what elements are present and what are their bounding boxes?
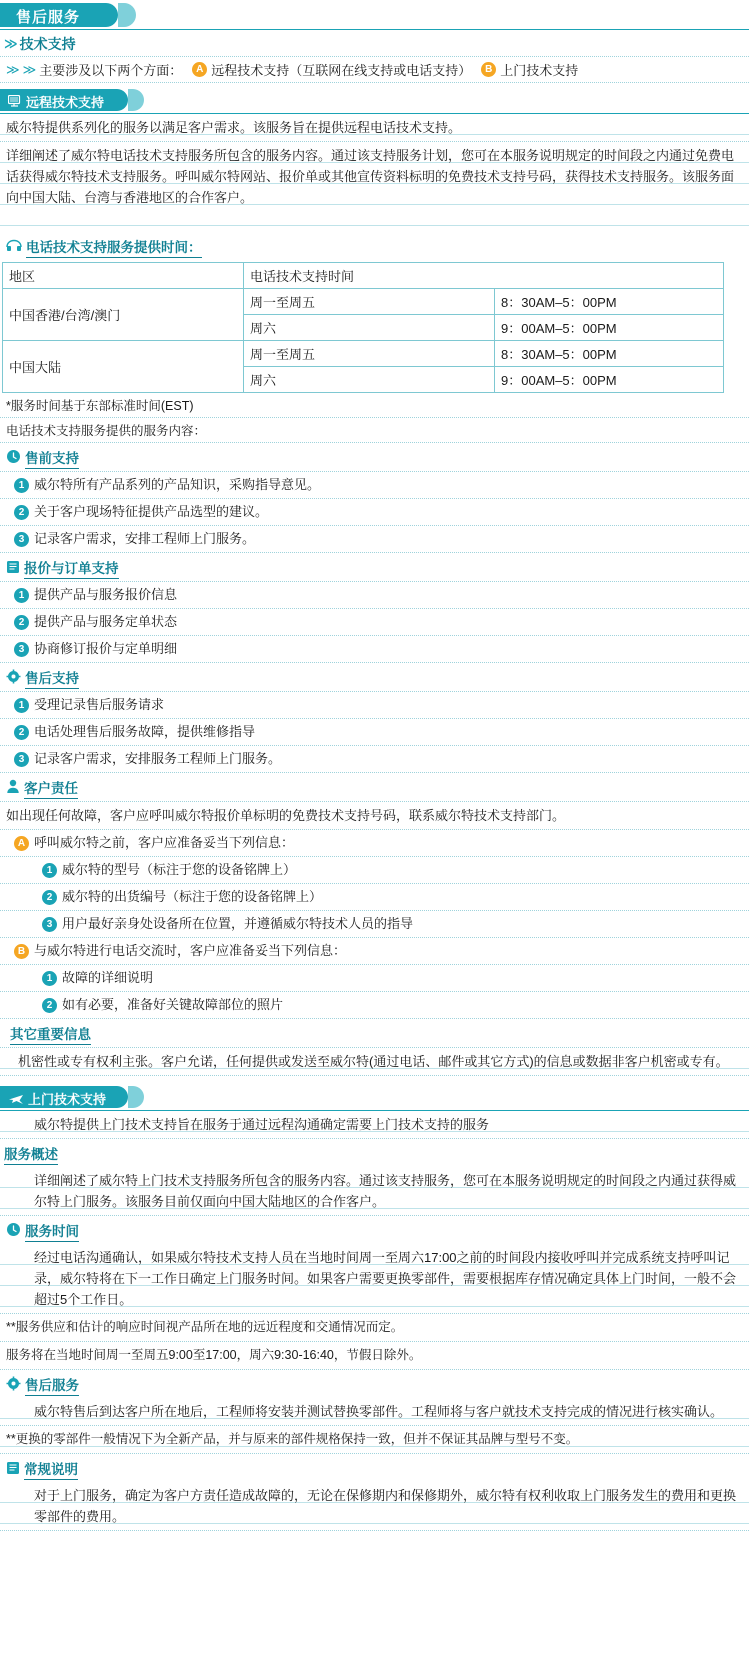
onsite-servicetime-heading <box>0 1216 749 1244</box>
list-item <box>0 582 749 608</box>
presale-support-title: 售前支持 <box>25 447 79 469</box>
table-cell-time: 9：00AM–5：00PM <box>495 315 724 341</box>
onsite-overview-title: 服务概述 <box>4 1143 58 1165</box>
gear-icon <box>6 669 21 687</box>
list-number: 1 <box>42 863 57 878</box>
remote-support-header-label <box>8 92 104 111</box>
presale-support-heading <box>0 443 749 471</box>
list-item-label: 记录客户需求，安排工程师上门服务。 <box>34 531 256 546</box>
onsite-aftersale-heading <box>0 1370 749 1398</box>
list-item-label: 协商修订报价与定单明细 <box>34 641 178 656</box>
gear-icon <box>6 1376 21 1394</box>
remote-support-body: 详细阐述了威尔特电话技术支持服务所包含的服务内容。通过该支持服务计划，您可在本服务说明规定的时间段之内通过免费电话获得威尔特技术支持服务。呼叫威尔特网站、报价单或其他宣传资料标明的免费技术支持号码，获得技术支持服务。该服务面向中国大陆、台湾与香港地区的合作客户。 <box>0 142 749 232</box>
support-overview-text: 主要涉及以下两个方面： <box>39 63 183 78</box>
table-row <box>3 289 724 315</box>
option-a-label: 远程技术支持（互联网在线支持或电话支持） <box>211 63 472 78</box>
onsite-servicetime-note-1: **服务供应和估计的响应时间视产品所在地的远近程度和交通情况而定。 <box>6 1320 404 1334</box>
page-title-banner <box>0 3 749 29</box>
onsite-overview-text: 详细阐述了威尔特上门技术支持服务所包含的服务内容。通过该支持服务，您可在本服务说明规定的时间段之内通过获得威尔特上门服务。该服务目前仅面向中国大陆地区的合作客户。 <box>0 1167 749 1215</box>
table-cell-time: 8：30AM–5：00PM <box>495 341 724 367</box>
list-item <box>0 965 749 991</box>
onsite-support-header <box>0 1086 749 1110</box>
clock-icon <box>6 1222 21 1240</box>
divider <box>0 82 749 83</box>
phone-support-hours-heading <box>0 232 749 260</box>
list-item-label: 故障的详细说明 <box>62 970 154 985</box>
list-number: 3 <box>14 752 29 767</box>
onsite-support-pill-accent <box>128 1086 144 1108</box>
onsite-servicetime-title: 服务时间 <box>25 1220 79 1242</box>
support-overview-line <box>0 57 749 82</box>
group-b-badge: B <box>14 944 29 959</box>
list-item-label: 用户最好亲身处设备所在位置，并遵循威尔特技术人员的指导 <box>62 916 414 931</box>
onsite-rules-heading <box>0 1454 749 1482</box>
list-item <box>0 499 749 525</box>
list-number: 1 <box>14 478 29 493</box>
list-number: 1 <box>42 971 57 986</box>
onsite-rules-text: 对于上门服务，确定为客户方责任造成故障的，无论在保修期内和保修期外，威尔特有权利收取上门服务发生的费用和更换零部件的费用。 <box>0 1482 749 1530</box>
list-number: 3 <box>14 642 29 657</box>
support-content-intro: 电话技术支持服务提供的服务内容： <box>6 424 207 438</box>
list-number: 2 <box>14 505 29 520</box>
table-row <box>3 341 724 367</box>
chevron-double-right-icon: ≫ <box>4 36 18 51</box>
phone-support-hours-title: 电话技术支持服务提供时间： <box>26 236 202 258</box>
list-item <box>0 719 749 745</box>
monitor-icon <box>8 95 22 108</box>
onsite-aftersale-note: **更换的零部件一般情况下为全新产品，并与原来的部件规格保持一致，但并不保证其品牌与型号不变。 <box>0 1426 749 1453</box>
list-item-label: 关于客户现场特征提供产品选型的建议。 <box>34 504 269 519</box>
list-number: 3 <box>42 917 57 932</box>
list-item <box>0 636 749 662</box>
list-number: 1 <box>14 588 29 603</box>
onsite-rules-title: 常规说明 <box>24 1458 78 1480</box>
option-a-badge: A <box>192 62 207 77</box>
airplane-icon <box>8 1092 24 1105</box>
list-item <box>0 911 749 937</box>
onsite-lead: 威尔特提供上门技术支持旨在服务于通过远程沟通确定需要上门技术支持的服务 <box>0 1111 749 1138</box>
list-item <box>0 992 749 1018</box>
list-item <box>0 884 749 910</box>
list-item-label: 提供产品与服务定单状态 <box>34 614 178 629</box>
other-info-text: 机密性或专有权利主张。客户允诺，任何提供或发送至威尔特(通过电话、邮件或其它方式)的信息或数据非客户机密或专有。 <box>0 1048 749 1075</box>
table-cell-time: 9：00AM–5：00PM <box>495 367 724 393</box>
onsite-support-title: 上门技术支持 <box>28 1092 107 1107</box>
quote-order-support-heading <box>0 553 749 581</box>
section-heading-label: 技术支持 <box>19 36 76 52</box>
document-icon <box>6 560 20 577</box>
group-b-heading <box>0 938 749 964</box>
table-cell-day: 周六 <box>244 315 495 341</box>
onsite-aftersale-text: 威尔特售后到达客户所在地后，工程师将安装并测试替换零部件。工程师将与客户就技术支持完成的情况进行核实确认。 <box>0 1398 749 1425</box>
table-header-region: 地区 <box>3 263 244 289</box>
document-icon <box>6 1461 20 1478</box>
other-info-heading <box>0 1019 749 1047</box>
table-cell-day: 周一至周五 <box>244 289 495 315</box>
page-title: 售后服务 <box>16 9 81 26</box>
list-item <box>0 609 749 635</box>
list-item-label: 威尔特所有产品系列的产品知识，采购指导意见。 <box>34 477 321 492</box>
group-a-heading <box>0 830 749 856</box>
table-cell-day: 周一至周五 <box>244 341 495 367</box>
remote-support-lead: 威尔特提供系列化的服务以满足客户需求。该服务旨在提供远程电话技术支持。 <box>0 114 749 141</box>
list-item <box>0 472 749 498</box>
table-row <box>3 263 724 289</box>
list-item <box>0 857 749 883</box>
remote-support-title: 远程技术支持 <box>26 95 105 110</box>
group-b-label: 与威尔特进行电话交流时，客户应准备妥当下列信息： <box>34 943 347 958</box>
onsite-support-header-label <box>8 1089 106 1108</box>
divider <box>0 1530 749 1531</box>
person-icon <box>6 779 20 797</box>
other-info-title: 其它重要信息 <box>10 1023 91 1045</box>
table-cell-region: 中国香港/台湾/澳门 <box>3 289 244 341</box>
list-item-label: 记录客户需求，安排服务工程师上门服务。 <box>34 751 282 766</box>
aftersale-support-heading <box>0 663 749 691</box>
list-item <box>0 526 749 552</box>
phone-icon <box>6 239 22 255</box>
support-hours-table <box>2 262 724 393</box>
onsite-aftersale-title: 售后服务 <box>25 1374 79 1396</box>
banner-bar-accent <box>118 3 136 27</box>
option-b-label: 上门技术支持 <box>500 63 579 78</box>
divider <box>0 1075 749 1076</box>
chevron-double-right-icon: ≫ <box>6 61 20 77</box>
list-item <box>0 692 749 718</box>
list-number: 1 <box>14 698 29 713</box>
clock-icon <box>6 449 21 467</box>
list-item-label: 威尔特的型号（标注于您的设备铭牌上） <box>62 862 297 877</box>
customer-responsibility-lead: 如出现任何故障，客户应呼叫威尔特报价单标明的免费技术支持号码，联系威尔特技术支持部门。 <box>6 808 566 823</box>
support-hours-note: *服务时间基于东部标准时间(EST) <box>6 399 194 413</box>
customer-responsibility-heading <box>0 773 749 801</box>
group-a-label: 呼叫威尔特之前，客户应准备妥当下列信息： <box>34 835 295 850</box>
table-cell-day: 周六 <box>244 367 495 393</box>
list-number: 3 <box>14 532 29 547</box>
aftersale-support-title: 售后支持 <box>25 667 79 689</box>
section-technical-support-heading <box>0 30 749 56</box>
list-item-label: 如有必要，准备好关键故障部位的照片 <box>62 997 284 1012</box>
list-number: 2 <box>42 998 57 1013</box>
list-item-label: 电话处理售后服务故障，提供维修指导 <box>34 724 256 739</box>
list-number: 2 <box>14 615 29 630</box>
remote-support-pill-accent <box>128 89 144 111</box>
list-item <box>0 746 749 772</box>
onsite-servicetime-note-2: 服务将在当地时间周一至周五9:00至17:00，周六9:30-16:40，节假日除外。 <box>6 1348 422 1362</box>
chevron-double-right-icon: ≫ <box>22 61 37 77</box>
list-number: 2 <box>14 725 29 740</box>
onsite-overview-heading <box>0 1139 749 1167</box>
list-item-label: 提供产品与服务报价信息 <box>34 587 178 602</box>
customer-responsibility-title: 客户责任 <box>24 777 78 799</box>
quote-order-support-title: 报价与订单支持 <box>24 557 119 579</box>
table-header-hours: 电话技术支持时间 <box>244 263 724 289</box>
list-item-label: 受理记录售后服务请求 <box>34 697 165 712</box>
list-number: 2 <box>42 890 57 905</box>
table-cell-region: 中国大陆 <box>3 341 244 393</box>
table-cell-time: 8：30AM–5：00PM <box>495 289 724 315</box>
onsite-servicetime-text: 经过电话沟通确认，如果威尔特技术支持人员在当地时间周一至周六17:00之前的时间段内接收呼叫并完成系统支持呼叫记录，威尔特将在下一工作日确定上门服务时间。如果客户需要更换零部件，需要根据库存情况确定具体上门时间，一般不会超过5个工作日。 <box>0 1244 749 1313</box>
option-b-badge: B <box>481 62 496 77</box>
group-a-badge: A <box>14 836 29 851</box>
remote-support-header <box>0 89 749 113</box>
list-item-label: 威尔特的出货编号（标注于您的设备铭牌上） <box>62 889 323 904</box>
